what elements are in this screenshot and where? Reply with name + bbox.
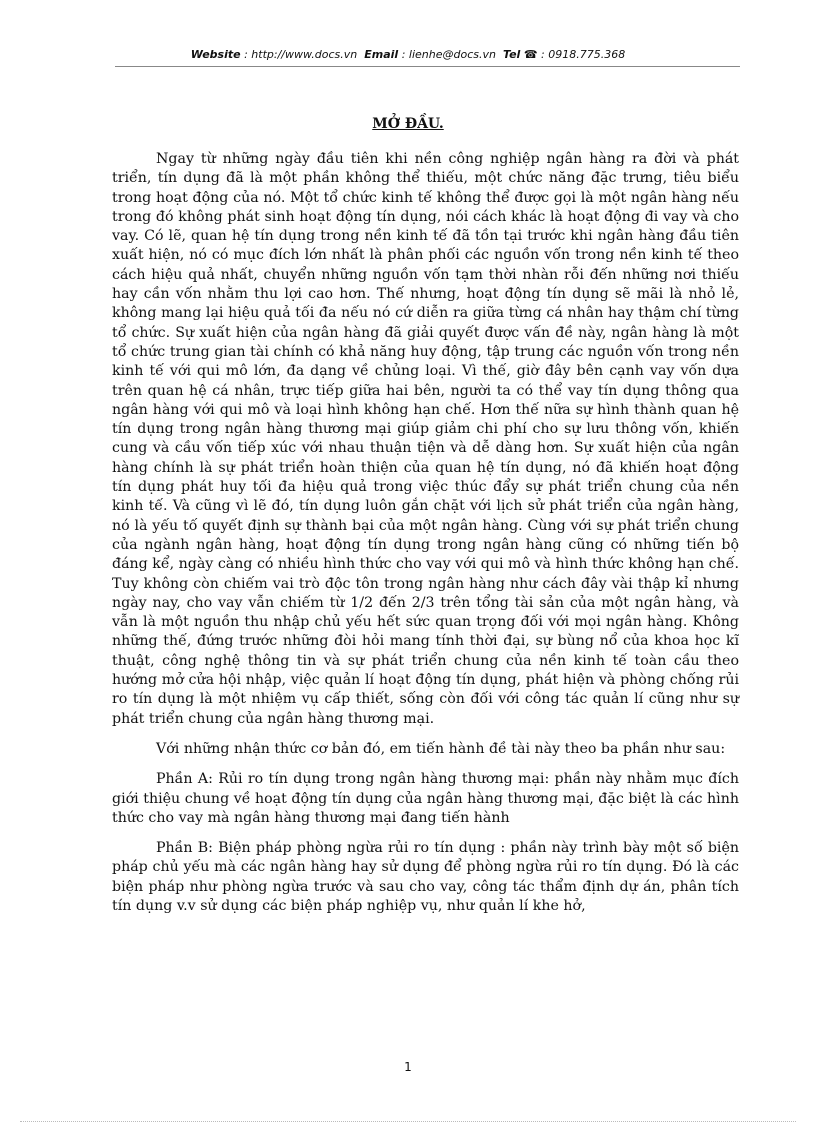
email-label: Email — [364, 48, 399, 61]
phone-icon: ☎ — [523, 48, 538, 61]
page-number: 1 — [404, 1060, 412, 1074]
header-rule — [115, 66, 740, 67]
tel-label: Tel — [502, 48, 521, 61]
paragraph-intro: Ngay từ những ngày đầu tiên khi nền công nghiệp ngân hàng ra đời và phát triển, tín dụng đã là một phần không thể thiếu, một chức năng đặc trưng, tiêu biểu trong hoạt động của nó. Một tổ chức kinh tế không thể được gọi là một ngân hàng nếu trong đó không phát sinh hoạt động tín dụng, nói cách khác là hoạt động đi vay và cho vay. Có lẽ, quan hệ tín dụng trong nền kinh tế đã tồn tại trước khi ngân hàng đầu tiên xuất hiện, nó có mục đích lớn nhất là phân phối các nguồn vốn trong nền kinh tế theo cách hiệu quả nhất, chuyển những nguồn vốn tạm thời nhàn rỗi đến những nơi thiếu hay cần vốn nhằm thu lợi cao hơn. Thế nhưng, hoạt động tín dụng sẽ mãi là nhỏ lẻ, không mang lại hiệu quả tối đa nếu nó cứ diễn ra giữa từng cá nhân hay thậm chí từng tổ chức. Sự xuất hiện của ngân hàng đã giải quyết được vấn đề này, ngân hàng là một tổ chức trung gian tài chính có khả năng huy động, tập trung các nguồn vốn trong nền kinh tế với qui mô lớn, đa dạng về chủng loại. Vì thế, giờ đây bên cạnh vay vốn dựa trên quan hệ cá nhân, trực tiếp giữa hai bên, người ta có thể vay tín dụng thông qua ngân hàng với qui mô và loại hình không hạn chế. Hơn thế nữa sự hình thành quan hệ tín dụng trong ngân hàng thương mại giúp giảm chi phí cho sự lưu thông vốn, khiến cung và cầu vốn tiếp xúc với nhau thuận tiện và dễ dàng hơn. Sự xuất hiện của ngân hàng chính là sự phát triển hoàn thiện của quan hệ tín dụng, nó đã khiến hoạt động tín dụng phát huy tối đa hiệu quả trong việc thúc đẩy sự phát triển chung của nền kinh tế. Và cũng vì lẽ đó, tín dụng luôn gắn chặt với lịch sử phát triển của ngân hàng, nó là yếu tố quyết định sự thành bại của một ngân hàng. Cùng với sự phát triển chung của ngành ngân hàng, hoạt động tín dụng trong ngân hàng cũng có những tiến bộ đáng kể, ngày càng có nhiều hình thức cho vay với qui mô và hình thức không hạn chế. Tuy không còn chiếm vai trò độc tôn trong ngân hàng như cách đây vài thập kỉ nhưng ngày nay, cho vay vẫn chiếm từ 1/2 đến 2/3 trên tổng tài sản của một ngân hàng, và vẫn là một nguồn thu nhập chủ yếu hết sức quan trọng đối với mọi ngân hàng. Không những thế, đứng trước những đòi hỏi mang tính thời đại, sự bùng nổ của khoa học kĩ thuật, công nghệ thông tin và sự phát triển chung của nền kinh tế toàn cầu theo hướng mở cửa hội nhập, việc quản lí hoạt động tín dụng, phát hiện và phòng chống rủi ro tín dụng là một nhiệm vụ cấp thiết, sống còn đối với công tác quản lí cũng như sự phát triển chung của ngân hàng thương mại. — [112, 151, 739, 727]
paragraph-part-b: Phần B: Biện pháp phòng ngừa rủi ro tín dụng : phần này trình bày một số biện pháp chủ yếu mà các ngân hàng hay sử dụng để phòng ngừa rủi ro tín dụng. Đó là các biện pháp như phòng ngừa trước và sau cho vay, công tác thẩm định dự án, phân tích tín dụng v.v sử dụng các biện pháp nghiệp vụ, như quản lí khe hở, — [112, 840, 739, 914]
email-value[interactable]: : lienhe@docs.vn — [401, 48, 496, 61]
page-header — [0, 48, 816, 61]
document-body — [112, 150, 739, 927]
paragraph-part-a: Phần A: Rủi ro tín dụng trong ngân hàng thương mại: phần này nhằm mục đích giới thiệu chung về hoạt động tín dụng của ngân hàng thương mại, đặc biệt là các hình thức cho vay mà ngân hàng thương mại đang tiến hành — [112, 771, 739, 826]
website-label: Website — [190, 48, 241, 61]
page-bottom-border — [20, 1121, 796, 1122]
page-title: MỞ ĐẦU. — [372, 116, 444, 132]
paragraph-outline: Với những nhận thức cơ bản đó, em tiến hành đề tài này theo ba phần như sau: — [156, 740, 726, 757]
tel-value: : 0918.775.368 — [541, 48, 626, 61]
website-value[interactable]: : http://www.docs.vn — [244, 48, 358, 61]
